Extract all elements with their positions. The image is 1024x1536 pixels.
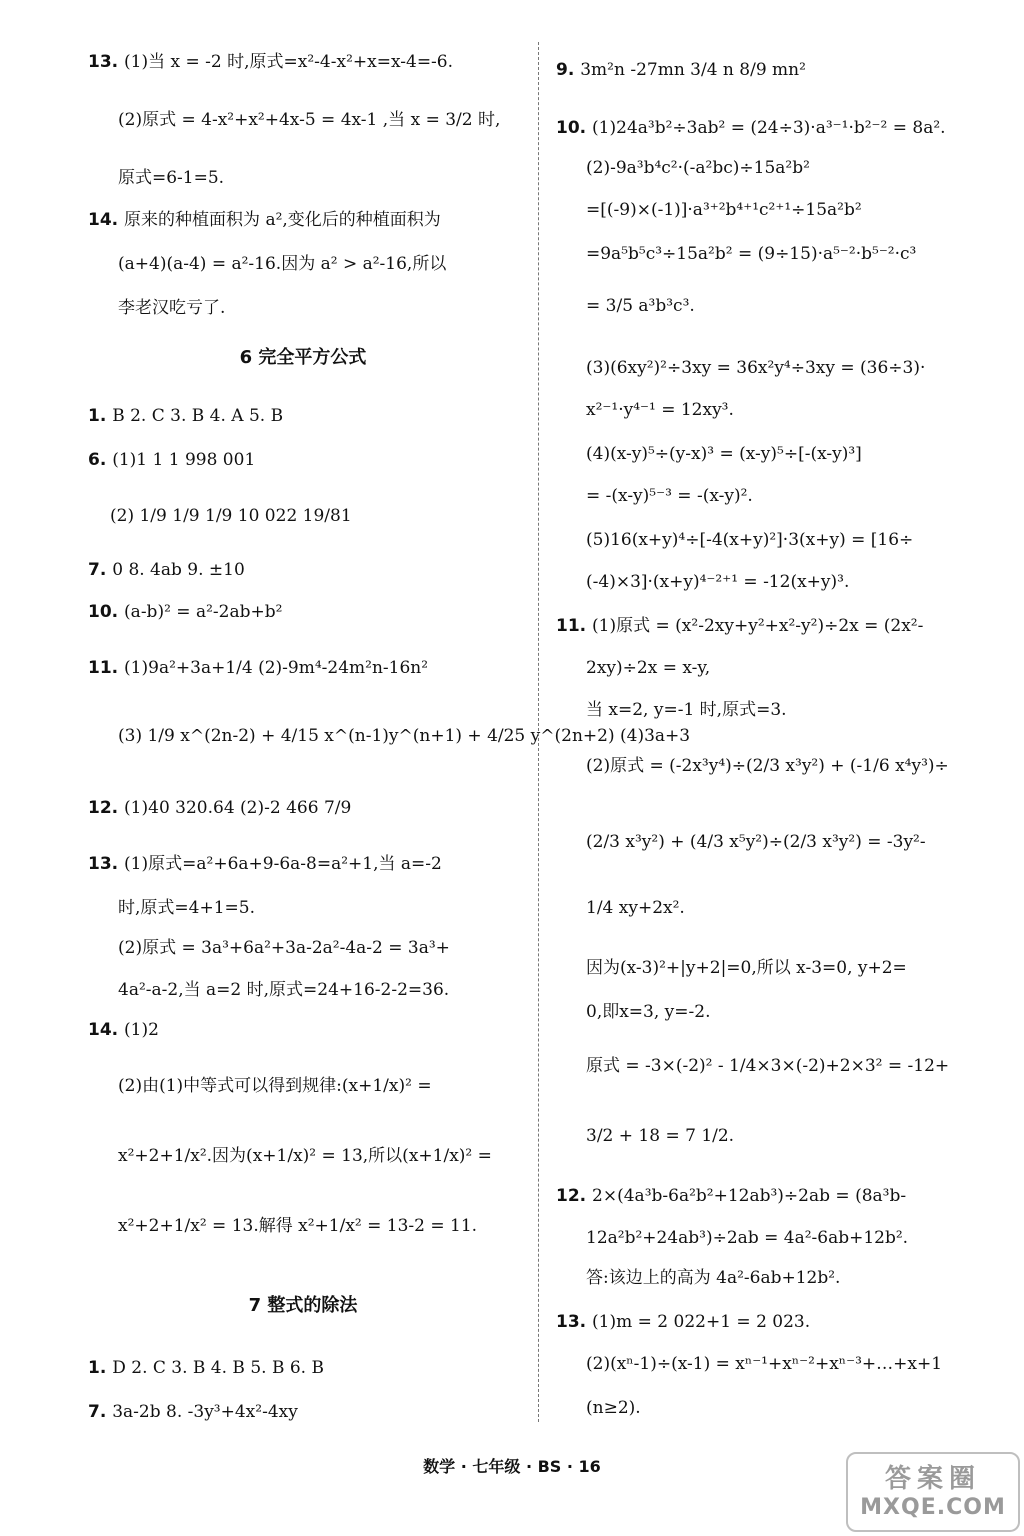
answer-line: = -(x-y)⁵⁻³ = -(x-y)². [586, 486, 753, 506]
answer-line: =9a⁵b⁵c³÷15a²b² = (9÷15)·a⁵⁻²·b⁵⁻²·c³ [586, 244, 917, 264]
answer-line: 11. (1)9a²+3a+1/4 (2)-9m⁴-24m²n-16n² [88, 658, 429, 678]
answer-line: (5)16(x+y)⁴÷[-4(x+y)²]·3(x+y) = [16÷ [586, 530, 914, 550]
section-heading: 7 整式的除法 [248, 1295, 358, 1316]
answer-line: 原式=6-1=5. [118, 168, 225, 188]
answer-line: 7. 0 8. 4ab 9. ±10 [88, 560, 245, 580]
answer-line: 因为(x-3)²+|y+2|=0,所以 x-3=0, y+2= [586, 958, 907, 978]
answer-line: 2xy)÷2x = x-y, [586, 658, 711, 678]
answer-line: 4a²-a-2,当 a=2 时,原式=24+16-2-2=36. [118, 980, 450, 1000]
answer-line: 答:该边上的高为 4a²-6ab+12b². [586, 1268, 841, 1288]
answer-line: 12. 2×(4a³b-6a²b²+12ab³)÷2ab = (8a³b- [556, 1186, 907, 1206]
answer-line: 0,即x=3, y=-2. [586, 1002, 711, 1022]
answer-line: 10. (1)24a³b²÷3ab² = (24÷3)·a³⁻¹·b²⁻² = 8a². [556, 118, 946, 138]
column-divider [538, 42, 539, 1422]
answer-line: 13. (1)当 x = -2 时,原式=x²-4-x²+x=x-4=-6. [88, 52, 454, 72]
watermark-bottom: MXQE.COM [860, 1495, 1006, 1520]
answer-line: 李老汉吃亏了. [118, 298, 226, 318]
section-heading: 6 完全平方公式 [239, 347, 367, 368]
answer-line: x²+2+1/x².因为(x+1/x)² = 13,所以(x+1/x)² = [118, 1146, 492, 1166]
answer-line: (n≥2). [586, 1398, 641, 1418]
answer-line: =[(-9)×(-1)]·a³⁺²b⁴⁺¹c²⁺¹÷15a²b² [586, 200, 862, 220]
answer-line: 当 x=2, y=-1 时,原式=3. [586, 700, 787, 720]
answer-line: (2/3 x³y²) + (4/3 x⁵y²)÷(2/3 x³y²) = -3y²- [586, 832, 926, 852]
answer-line: x²+2+1/x² = 13.解得 x²+1/x² = 13-2 = 11. [118, 1216, 478, 1236]
answer-line: 14. (1)2 [88, 1020, 159, 1040]
answer-line: 1/4 xy+2x². [586, 898, 685, 918]
answer-line: 9. 3m²n -27mn 3/4 n 8/9 mn² [556, 60, 806, 80]
answer-line: 10. (a-b)² = a²-2ab+b² [88, 602, 283, 622]
answer-line: 原式 = -3×(-2)² - 1/4×3×(-2)+2×3² = -12+ [586, 1056, 950, 1076]
answer-line: (2)原式 = 3a³+6a²+3a-2a²-4a-2 = 3a³+ [118, 938, 450, 958]
answer-line: (a+4)(a-4) = a²-16.因为 a² > a²-16,所以 [118, 254, 447, 274]
page-footer: 数学 · 七年级 · BS · 16 [423, 1457, 601, 1476]
answer-line: 11. (1)原式 = (x²-2xy+y²+x²-y²)÷2x = (2x²- [556, 616, 924, 636]
answer-line: 12. (1)40 320.64 (2)-2 466 7/9 [88, 798, 352, 818]
answer-line: 13. (1)原式=a²+6a+9-6a-8=a²+1,当 a=-2 [88, 854, 442, 874]
answer-line: (2) 1/9 1/9 1/9 10 022 19/81 [110, 506, 352, 526]
answer-line: 12a²b²+24ab³)÷2ab = 4a²-6ab+12b². [586, 1228, 909, 1248]
answer-line: (2)-9a³b⁴c²·(-a²bc)÷15a²b² [586, 158, 810, 178]
answer-line: (2)原式 = 4-x²+x²+4x-5 = 4x-1 ,当 x = 3/2 时, [118, 110, 501, 130]
answer-line: x²⁻¹·y⁴⁻¹ = 12xy³. [586, 400, 734, 420]
answer-line: (-4)×3]·(x+y)⁴⁻²⁺¹ = -12(x+y)³. [586, 572, 850, 592]
answer-line: 3/2 + 18 = 7 1/2. [586, 1126, 735, 1146]
answer-line: (2)原式 = (-2x³y⁴)÷(2/3 x³y²) + (-1/6 x⁴y³)÷ [586, 756, 949, 776]
answer-line: 时,原式=4+1=5. [118, 898, 255, 918]
answer-line: 1. B 2. C 3. B 4. A 5. B [88, 406, 284, 426]
watermark-logo [846, 1452, 1020, 1532]
answer-line: (3) 1/9 x^(2n-2) + 4/15 x^(n-1)y^(n+1) + 4/25 y^(2n+2) (4)3a+3 [118, 726, 691, 746]
answer-line: 14. 原来的种植面积为 a²,变化后的种植面积为 [88, 210, 441, 230]
answer-line: (2)由(1)中等式可以得到规律:(x+1/x)² = [118, 1076, 432, 1096]
answer-line: (4)(x-y)⁵÷(y-x)³ = (x-y)⁵÷[-(x-y)³] [586, 444, 862, 464]
watermark-top: 答案圈 [884, 1464, 981, 1494]
answer-line: 13. (1)m = 2 022+1 = 2 023. [556, 1312, 811, 1332]
answer-line: (3)(6xy²)²÷3xy = 36x²y⁴÷3xy = (36÷3)· [586, 358, 926, 378]
answer-line: (2)(xⁿ-1)÷(x-1) = xⁿ⁻¹+xⁿ⁻²+xⁿ⁻³+…+x+1 [586, 1354, 943, 1374]
answer-line: 7. 3a-2b 8. -3y³+4x²-4xy [88, 1402, 298, 1422]
answer-line: = 3/5 a³b³c³. [586, 296, 695, 316]
answer-line: 1. D 2. C 3. B 4. B 5. B 6. B [88, 1358, 324, 1378]
answer-line: 6. (1)1 1 1 998 001 [88, 450, 256, 470]
